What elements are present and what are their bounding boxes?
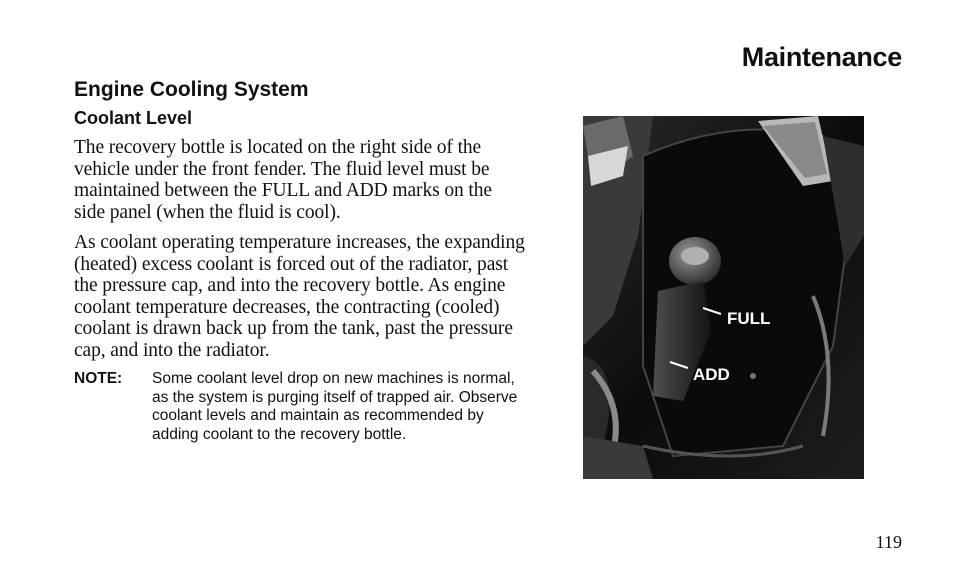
section-title: Engine Cooling System [74,78,309,101]
paragraph-2: As coolant operating temperature increases, the expanding (heated) excess coolant is forced out of the radiator, past the pressure cap, and into the recovery bottle. As engine coolant temperature decreases, the contracting (cooled) coolant is drawn back up from the tank, past the pressure cap, and into the radiator. [74,232,525,361]
page-number: 119 [875,532,902,552]
coolant-bottle-photo [583,116,864,479]
add-mark-label: ADD [693,365,730,384]
text-column [74,78,526,444]
section-subtitle: Coolant Level [74,108,193,128]
note-label: NOTE: [74,370,123,387]
chapter-title: Maintenance [741,42,902,72]
full-mark-label: FULL [727,309,771,328]
note [74,370,526,444]
photo-illustration [583,116,864,479]
note-text: Some coolant level drop on new machines is normal, as the system is purging itself of trapped air. Observe coolant levels and maintain as recommended by adding coolant to the recovery bottle. [152,370,518,443]
paragraph-1: The recovery bottle is located on the right side of the vehicle under the front fender. The fluid level must be maintained between the FULL and ADD marks on the side panel (when the fluid is cool). [74,137,492,223]
